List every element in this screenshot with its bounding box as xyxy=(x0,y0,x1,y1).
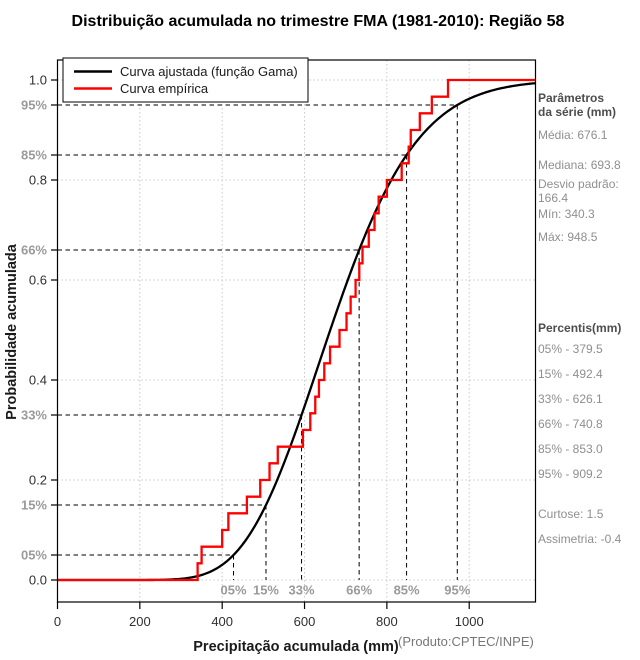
product-credit: (Produto:CPTEC/INPE) xyxy=(398,634,534,649)
percentile-x-label: 95% xyxy=(444,582,471,598)
empirical-step-curve xyxy=(58,80,536,580)
x-tick-label: 400 xyxy=(211,614,234,629)
percentile-x-label: 66% xyxy=(346,582,373,598)
percentiles-panel xyxy=(538,321,639,492)
y-tick-label: 0.4 xyxy=(28,372,47,388)
x-tick-label: 800 xyxy=(376,614,398,629)
percentile-x-label: 33% xyxy=(288,582,315,598)
legend xyxy=(63,58,308,102)
stat-row: Mín: 340.3 xyxy=(538,207,595,221)
x-tick-label: 200 xyxy=(128,614,151,629)
y-percent-label: 33% xyxy=(20,407,47,423)
y-tick-label: 0.0 xyxy=(28,572,47,588)
percentile-row: 33% - 626.1 xyxy=(538,392,603,406)
percentile-x-label: 05% xyxy=(220,582,247,598)
percentile-row: 95% - 909.2 xyxy=(538,467,603,481)
parameters-header-line2: da série (mm) xyxy=(538,105,617,119)
percentile-row: 05% - 379.5 xyxy=(538,342,603,356)
x-tick-label: 0 xyxy=(53,614,62,629)
percentile-x-label: 85% xyxy=(393,582,420,598)
y-percent-label: 15% xyxy=(20,497,47,513)
y-percent-label: 85% xyxy=(20,147,47,163)
y-tick-label: 1.0 xyxy=(28,72,47,88)
percentile-x-label: 15% xyxy=(252,582,280,598)
percentiles-header: Percentis(mm) xyxy=(538,321,622,335)
stat-row: Mediana: 693.8 xyxy=(538,158,621,172)
stat-row: Máx: 948.5 xyxy=(538,230,598,244)
x-tick-label: 1000 xyxy=(454,614,484,629)
y-percent-label: 66% xyxy=(20,242,47,258)
y-tick-label: 0.8 xyxy=(28,172,47,188)
parameters-header-line1: Parâmetros xyxy=(538,91,605,105)
series-stats-list xyxy=(538,128,639,244)
moments-panel xyxy=(538,507,639,546)
y-percent-label: 95% xyxy=(20,97,47,113)
skewness-value: Assimetria: -0.4 xyxy=(538,532,622,546)
x-axis-title: Precipitação acumulada (mm) xyxy=(193,639,399,655)
fitted-gamma-curve xyxy=(58,83,536,580)
percentiles-list xyxy=(538,342,639,481)
plot-border xyxy=(58,60,536,602)
legend-label-fitted: Curva ajustada (função Gama) xyxy=(120,64,298,79)
y-axis-title: Probabilidade acumulada xyxy=(4,244,20,420)
y-percent-label: 05% xyxy=(20,547,47,563)
percentile-row: 85% - 853.0 xyxy=(538,442,603,456)
y-tick-label: 0.6 xyxy=(28,272,47,288)
plot-area xyxy=(21,60,536,629)
percentile-row: 66% - 740.8 xyxy=(538,417,603,431)
y-tick-label: 0.2 xyxy=(28,472,47,488)
stat-row: Média: 676.1 xyxy=(538,128,608,142)
legend-label-empirical: Curva empírica xyxy=(120,81,209,96)
stat-row: Desvio padrão: 166.4 xyxy=(538,177,619,205)
chart-title: Distribuição acumulada no trimestre FMA (1981-2010): Região 58 xyxy=(71,13,565,30)
series-parameters-panel xyxy=(538,91,639,244)
percentile-row: 15% - 492.4 xyxy=(538,367,603,381)
x-tick-label: 600 xyxy=(293,614,316,629)
kurtosis-value: Curtose: 1.5 xyxy=(538,507,604,521)
